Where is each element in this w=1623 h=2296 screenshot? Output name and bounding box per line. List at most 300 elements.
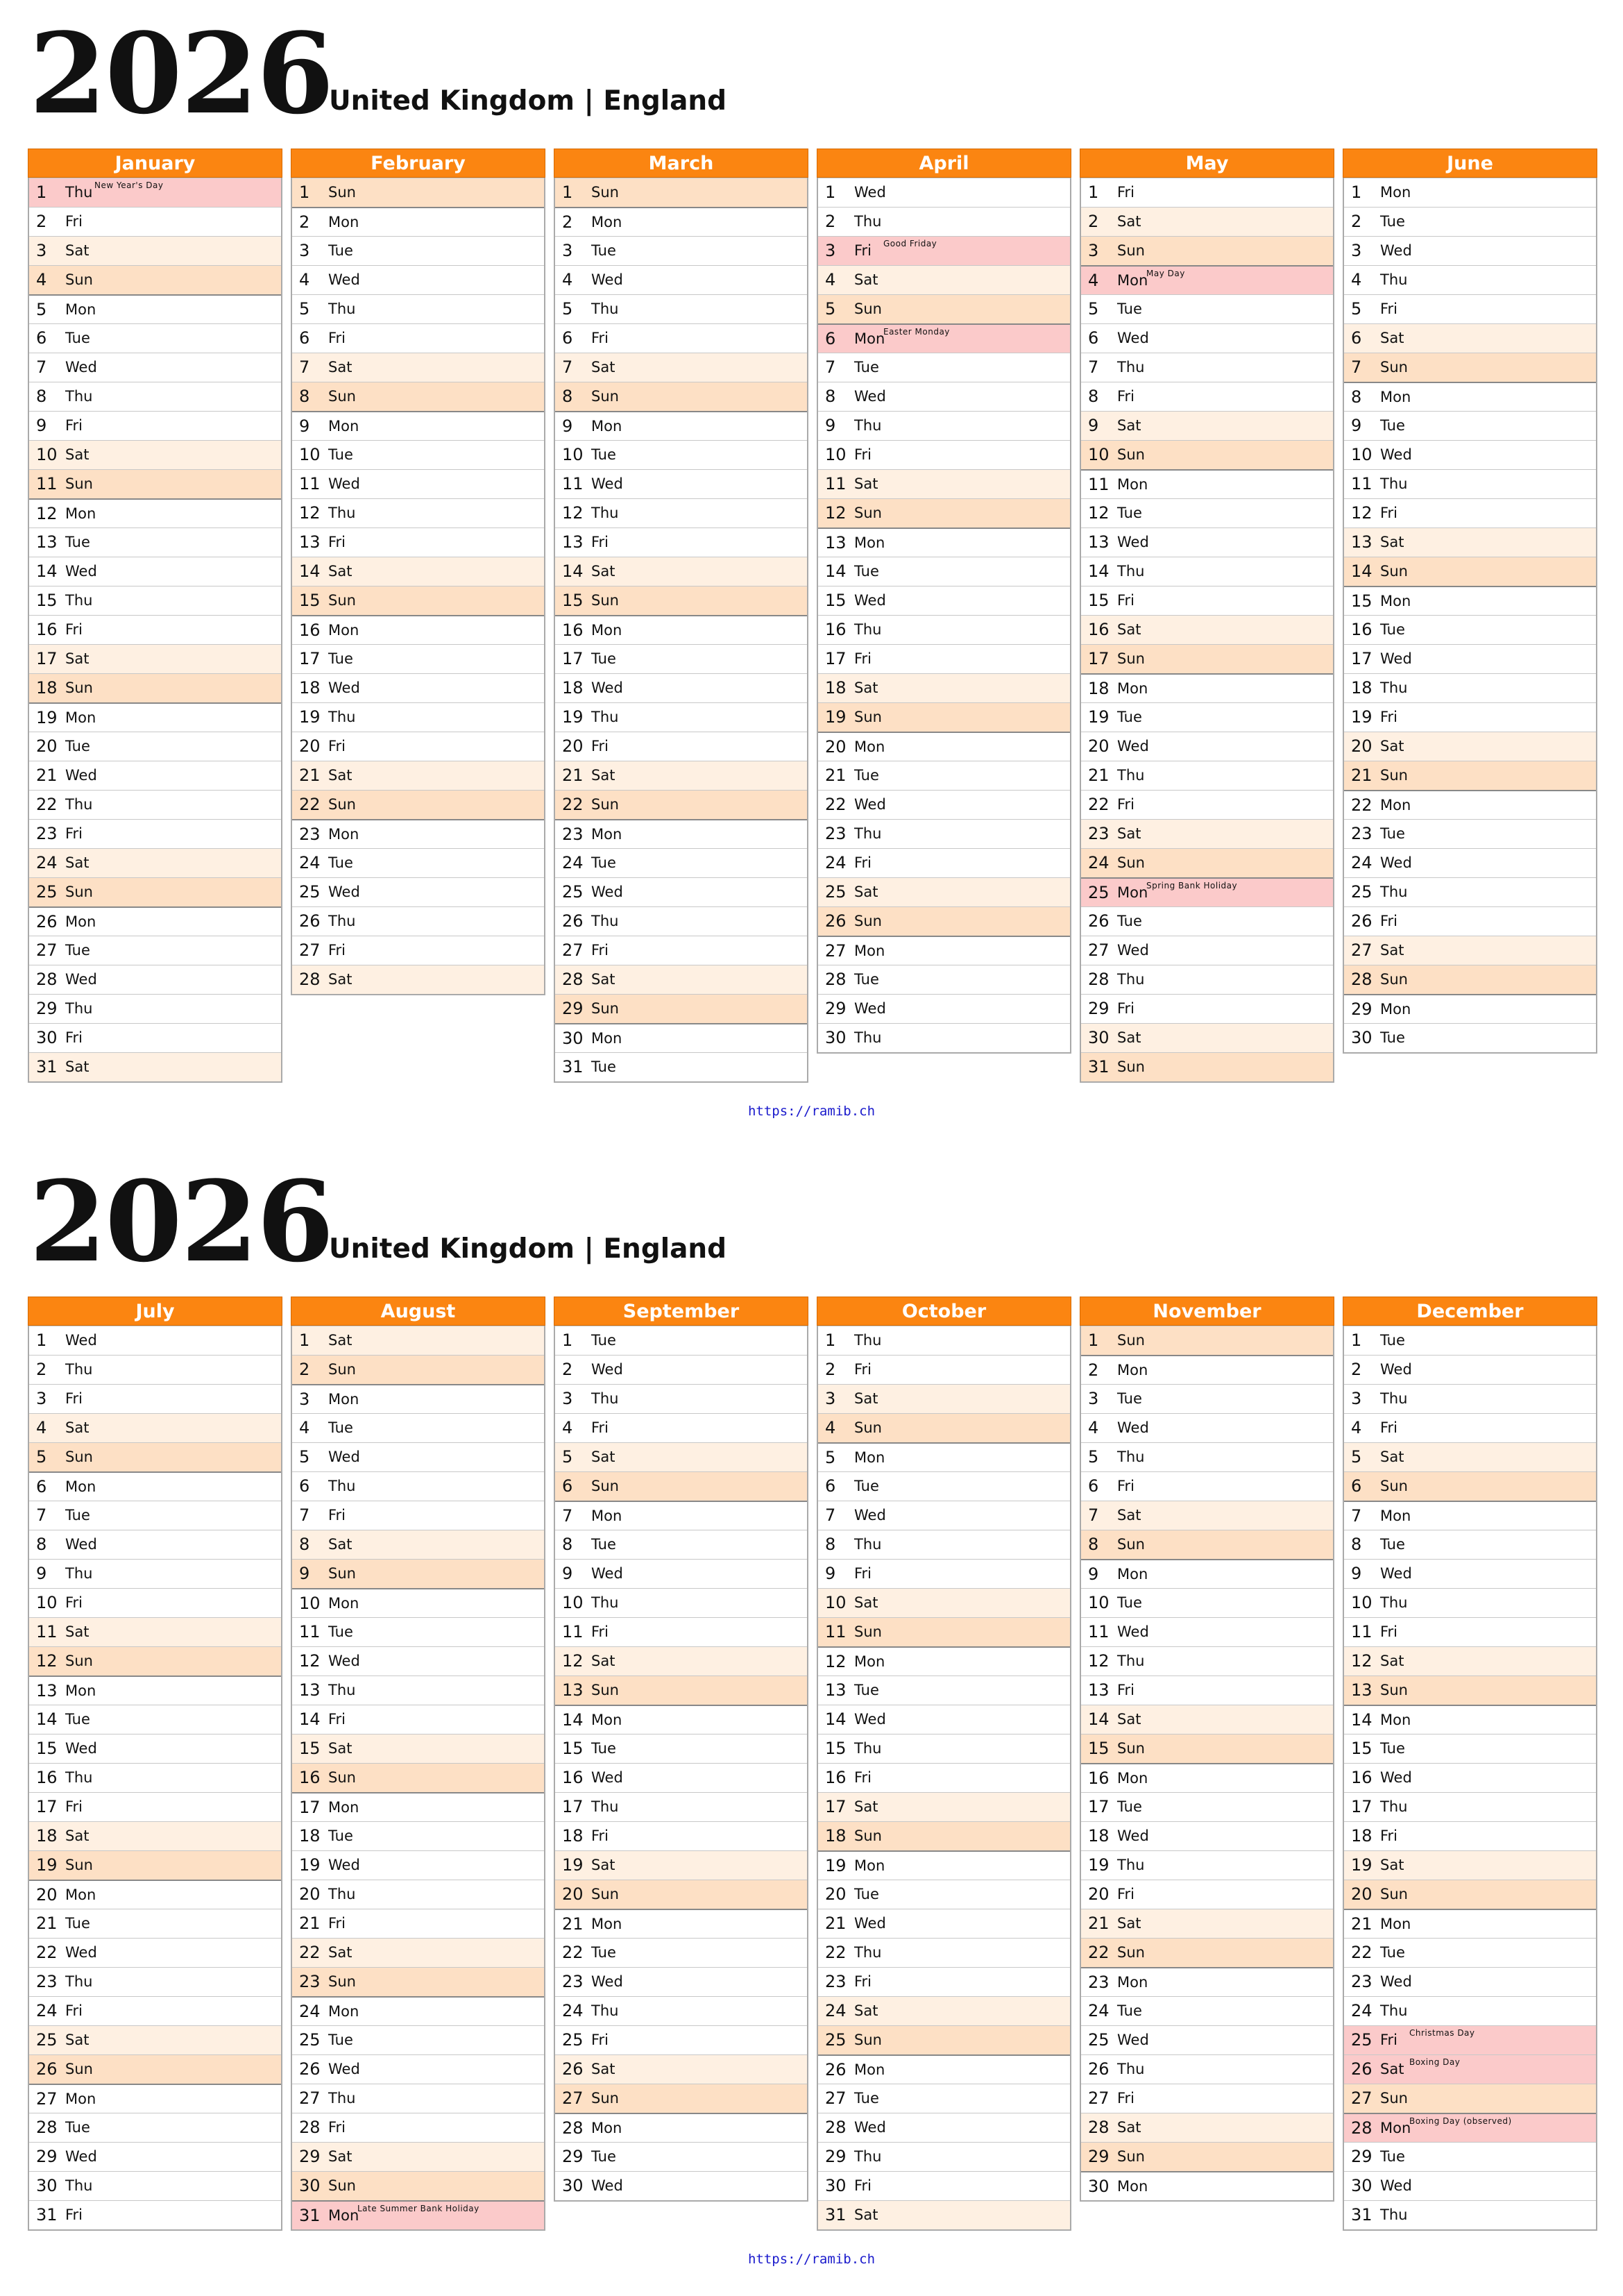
day-row[interactable] (292, 1326, 544, 1355)
day-row[interactable] (292, 440, 544, 469)
day-row[interactable] (555, 906, 807, 936)
day-row[interactable] (1081, 965, 1333, 994)
day-row[interactable] (1081, 1996, 1333, 2025)
day-row[interactable] (1344, 1530, 1596, 1559)
day-row[interactable] (292, 178, 544, 207)
day-row[interactable] (29, 965, 281, 994)
day-row[interactable] (292, 2054, 544, 2084)
day-row[interactable] (555, 207, 807, 236)
day-row[interactable] (818, 1588, 1070, 1617)
day-row[interactable] (555, 178, 807, 207)
day-row[interactable] (1344, 1646, 1596, 1675)
day-row[interactable] (29, 586, 281, 615)
day-row[interactable] (1081, 615, 1333, 644)
day-row[interactable] (555, 382, 807, 411)
day-row[interactable] (1344, 498, 1596, 527)
day-row[interactable] (29, 2084, 281, 2113)
day-row[interactable] (1081, 1763, 1333, 1792)
day-row[interactable] (818, 1646, 1070, 1675)
day-row[interactable] (1344, 1471, 1596, 1501)
day-row[interactable] (292, 382, 544, 411)
day-row[interactable] (555, 2113, 807, 2142)
day-row[interactable] (29, 178, 281, 207)
day-row[interactable] (1344, 965, 1596, 994)
day-row[interactable] (1081, 411, 1333, 440)
day-row[interactable] (1344, 906, 1596, 936)
day-row[interactable] (1081, 1413, 1333, 1442)
day-row[interactable] (292, 207, 544, 236)
day-row[interactable] (1344, 1023, 1596, 1052)
day-row[interactable] (555, 1052, 807, 1081)
day-row[interactable] (1081, 1023, 1333, 1052)
day-row[interactable] (818, 1442, 1070, 1471)
day-row[interactable] (29, 1559, 281, 1588)
day-row[interactable] (29, 819, 281, 848)
day-row[interactable] (292, 1501, 544, 1530)
day-row[interactable] (29, 2025, 281, 2054)
day-row[interactable] (1081, 440, 1333, 469)
day-row[interactable] (818, 1734, 1070, 1763)
day-row[interactable] (555, 1617, 807, 1646)
day-row[interactable] (1344, 2025, 1596, 2054)
day-row[interactable] (292, 615, 544, 644)
day-row[interactable] (1081, 1850, 1333, 1880)
day-row[interactable] (292, 1617, 544, 1646)
day-row[interactable] (1081, 790, 1333, 819)
day-row[interactable] (555, 761, 807, 790)
day-row[interactable] (1081, 1326, 1333, 1355)
day-row[interactable] (1081, 2142, 1333, 2171)
day-row[interactable] (1344, 294, 1596, 323)
day-row[interactable] (292, 1559, 544, 1588)
day-row[interactable] (292, 1909, 544, 1938)
day-row[interactable] (1344, 2171, 1596, 2200)
day-row[interactable] (292, 1646, 544, 1675)
day-row[interactable] (818, 1559, 1070, 1588)
day-row[interactable] (818, 207, 1070, 236)
day-row[interactable] (555, 1501, 807, 1530)
day-row[interactable] (292, 1471, 544, 1501)
day-row[interactable] (1344, 936, 1596, 965)
day-row[interactable] (555, 1384, 807, 1413)
day-row[interactable] (818, 178, 1070, 207)
day-row[interactable] (292, 1734, 544, 1763)
day-row[interactable] (1344, 353, 1596, 382)
day-row[interactable] (1081, 236, 1333, 265)
day-row[interactable] (1081, 1646, 1333, 1675)
day-row[interactable] (292, 586, 544, 615)
day-row[interactable] (1081, 353, 1333, 382)
day-row[interactable] (29, 877, 281, 906)
day-row[interactable] (555, 644, 807, 673)
day-row[interactable] (1344, 1792, 1596, 1821)
day-row[interactable] (818, 498, 1070, 527)
day-row[interactable] (292, 411, 544, 440)
day-row[interactable] (29, 761, 281, 790)
day-row[interactable] (1081, 906, 1333, 936)
day-row[interactable] (555, 1326, 807, 1355)
day-row[interactable] (292, 1530, 544, 1559)
day-row[interactable] (29, 1384, 281, 1413)
day-row[interactable] (555, 615, 807, 644)
day-row[interactable] (1081, 702, 1333, 732)
day-row[interactable] (1081, 877, 1333, 906)
day-row[interactable] (29, 1471, 281, 1501)
day-row[interactable] (1344, 994, 1596, 1023)
day-row[interactable] (818, 936, 1070, 965)
day-row[interactable] (29, 1675, 281, 1705)
day-row[interactable] (29, 644, 281, 673)
day-row[interactable] (555, 323, 807, 353)
day-row[interactable] (29, 1705, 281, 1734)
day-row[interactable] (292, 644, 544, 673)
day-row[interactable] (555, 848, 807, 877)
day-row[interactable] (292, 906, 544, 936)
day-row[interactable] (292, 848, 544, 877)
day-row[interactable] (1081, 1734, 1333, 1763)
day-row[interactable] (292, 702, 544, 732)
day-row[interactable] (1081, 265, 1333, 294)
day-row[interactable] (292, 236, 544, 265)
day-row[interactable] (1081, 1384, 1333, 1413)
day-row[interactable] (818, 965, 1070, 994)
day-row[interactable] (1081, 1967, 1333, 1996)
day-row[interactable] (555, 527, 807, 557)
day-row[interactable] (29, 1967, 281, 1996)
day-row[interactable] (555, 1442, 807, 1471)
day-row[interactable] (818, 411, 1070, 440)
day-row[interactable] (818, 2025, 1070, 2054)
day-row[interactable] (555, 1967, 807, 1996)
day-row[interactable] (555, 1675, 807, 1705)
day-row[interactable] (555, 469, 807, 498)
day-row[interactable] (292, 498, 544, 527)
day-row[interactable] (1344, 1501, 1596, 1530)
day-row[interactable] (1344, 1909, 1596, 1938)
day-row[interactable] (818, 1967, 1070, 1996)
day-row[interactable] (29, 1792, 281, 1821)
day-row[interactable] (1081, 1938, 1333, 1967)
day-row[interactable] (818, 586, 1070, 615)
day-row[interactable] (1344, 1705, 1596, 1734)
day-row[interactable] (818, 615, 1070, 644)
day-row[interactable] (818, 1996, 1070, 2025)
day-row[interactable] (555, 732, 807, 761)
day-row[interactable] (1344, 207, 1596, 236)
day-row[interactable] (818, 1617, 1070, 1646)
day-row[interactable] (292, 527, 544, 557)
day-row[interactable] (1344, 819, 1596, 848)
day-row[interactable] (1081, 761, 1333, 790)
day-row[interactable] (29, 2200, 281, 2229)
day-row[interactable] (29, 994, 281, 1023)
day-row[interactable] (1081, 732, 1333, 761)
footer-link[interactable]: https://ramib.ch (747, 1104, 876, 1119)
day-row[interactable] (555, 1559, 807, 1588)
day-row[interactable] (29, 411, 281, 440)
day-row[interactable] (292, 2171, 544, 2200)
day-row[interactable] (1081, 1909, 1333, 1938)
day-row[interactable] (1344, 1675, 1596, 1705)
day-row[interactable] (29, 1501, 281, 1530)
day-row[interactable] (818, 2054, 1070, 2084)
day-row[interactable] (555, 2171, 807, 2200)
day-row[interactable] (818, 294, 1070, 323)
day-row[interactable] (555, 265, 807, 294)
day-row[interactable] (1081, 1559, 1333, 1588)
day-row[interactable] (1344, 586, 1596, 615)
day-row[interactable] (1081, 469, 1333, 498)
day-row[interactable] (292, 1938, 544, 1967)
day-row[interactable] (1344, 1442, 1596, 1471)
day-row[interactable] (292, 294, 544, 323)
day-row[interactable] (292, 2200, 544, 2229)
day-row[interactable] (29, 1763, 281, 1792)
day-row[interactable] (29, 936, 281, 965)
footer-link[interactable]: https://ramib.ch (747, 2252, 876, 2267)
day-row[interactable] (1081, 2084, 1333, 2113)
day-row[interactable] (29, 615, 281, 644)
day-row[interactable] (1081, 1355, 1333, 1384)
day-row[interactable] (1344, 1850, 1596, 1880)
day-row[interactable] (1344, 2200, 1596, 2229)
day-row[interactable] (29, 2142, 281, 2171)
day-row[interactable] (818, 1880, 1070, 1909)
day-row[interactable] (1344, 527, 1596, 557)
day-row[interactable] (292, 819, 544, 848)
day-row[interactable] (555, 994, 807, 1023)
day-row[interactable] (555, 236, 807, 265)
day-row[interactable] (818, 1501, 1070, 1530)
day-row[interactable] (555, 1792, 807, 1821)
day-row[interactable] (1081, 819, 1333, 848)
day-row[interactable] (1344, 877, 1596, 906)
day-row[interactable] (29, 790, 281, 819)
day-row[interactable] (1344, 615, 1596, 644)
day-row[interactable] (292, 1967, 544, 1996)
day-row[interactable] (1081, 848, 1333, 877)
day-row[interactable] (818, 819, 1070, 848)
day-row[interactable] (1344, 1413, 1596, 1442)
day-row[interactable] (555, 440, 807, 469)
day-row[interactable] (818, 732, 1070, 761)
day-row[interactable] (29, 498, 281, 527)
day-row[interactable] (292, 2025, 544, 2054)
day-row[interactable] (555, 1588, 807, 1617)
day-row[interactable] (818, 2171, 1070, 2200)
day-row[interactable] (1081, 994, 1333, 1023)
day-row[interactable] (29, 1530, 281, 1559)
day-row[interactable] (818, 1355, 1070, 1384)
day-row[interactable] (555, 702, 807, 732)
day-row[interactable] (1081, 1705, 1333, 1734)
day-row[interactable] (292, 469, 544, 498)
day-row[interactable] (1081, 1880, 1333, 1909)
day-row[interactable] (818, 1413, 1070, 1442)
day-row[interactable] (29, 1996, 281, 2025)
day-row[interactable] (29, 1023, 281, 1052)
day-row[interactable] (29, 1909, 281, 1938)
day-row[interactable] (555, 1996, 807, 2025)
day-row[interactable] (292, 2113, 544, 2142)
day-row[interactable] (818, 2142, 1070, 2171)
day-row[interactable] (555, 1909, 807, 1938)
day-row[interactable] (292, 1442, 544, 1471)
day-row[interactable] (818, 527, 1070, 557)
day-row[interactable] (818, 323, 1070, 353)
day-row[interactable] (292, 1675, 544, 1705)
day-row[interactable] (29, 294, 281, 323)
day-row[interactable] (555, 877, 807, 906)
day-row[interactable] (818, 265, 1070, 294)
day-row[interactable] (555, 1880, 807, 1909)
day-row[interactable] (1081, 557, 1333, 586)
day-row[interactable] (818, 673, 1070, 702)
day-row[interactable] (1344, 2084, 1596, 2113)
day-row[interactable] (29, 1850, 281, 1880)
day-row[interactable] (818, 1909, 1070, 1938)
day-row[interactable] (555, 294, 807, 323)
day-row[interactable] (292, 1355, 544, 1384)
day-row[interactable] (555, 1763, 807, 1792)
day-row[interactable] (555, 1471, 807, 1501)
day-row[interactable] (292, 323, 544, 353)
day-row[interactable] (1081, 644, 1333, 673)
day-row[interactable] (29, 1052, 281, 1081)
day-row[interactable] (818, 2084, 1070, 2113)
day-row[interactable] (818, 1675, 1070, 1705)
day-row[interactable] (29, 673, 281, 702)
day-row[interactable] (29, 1646, 281, 1675)
day-row[interactable] (1081, 1792, 1333, 1821)
day-row[interactable] (818, 440, 1070, 469)
day-row[interactable] (1344, 382, 1596, 411)
day-row[interactable] (29, 1355, 281, 1384)
day-row[interactable] (1081, 2113, 1333, 2142)
day-row[interactable] (818, 1763, 1070, 1792)
day-row[interactable] (555, 586, 807, 615)
day-row[interactable] (29, 323, 281, 353)
day-row[interactable] (1081, 294, 1333, 323)
day-row[interactable] (818, 236, 1070, 265)
day-row[interactable] (818, 1705, 1070, 1734)
day-row[interactable] (555, 673, 807, 702)
day-row[interactable] (1081, 2025, 1333, 2054)
day-row[interactable] (818, 353, 1070, 382)
day-row[interactable] (1344, 673, 1596, 702)
day-row[interactable] (1344, 1967, 1596, 1996)
day-row[interactable] (29, 557, 281, 586)
day-row[interactable] (818, 1938, 1070, 1967)
day-row[interactable] (29, 1588, 281, 1617)
day-row[interactable] (1081, 2054, 1333, 2084)
day-row[interactable] (555, 1530, 807, 1559)
day-row[interactable] (818, 1384, 1070, 1413)
day-row[interactable] (818, 557, 1070, 586)
day-row[interactable] (29, 207, 281, 236)
day-row[interactable] (555, 790, 807, 819)
day-row[interactable] (1081, 586, 1333, 615)
day-row[interactable] (292, 1821, 544, 1850)
day-row[interactable] (292, 1996, 544, 2025)
day-row[interactable] (818, 702, 1070, 732)
day-row[interactable] (1081, 673, 1333, 702)
day-row[interactable] (555, 1646, 807, 1675)
day-row[interactable] (1081, 1530, 1333, 1559)
day-row[interactable] (292, 265, 544, 294)
day-row[interactable] (1081, 1052, 1333, 1081)
day-row[interactable] (292, 877, 544, 906)
day-row[interactable] (1344, 761, 1596, 790)
day-row[interactable] (1344, 1763, 1596, 1792)
day-row[interactable] (555, 2054, 807, 2084)
day-row[interactable] (818, 2113, 1070, 2142)
day-row[interactable] (818, 1792, 1070, 1821)
day-row[interactable] (1344, 644, 1596, 673)
day-row[interactable] (29, 906, 281, 936)
day-row[interactable] (29, 1442, 281, 1471)
day-row[interactable] (29, 1938, 281, 1967)
day-row[interactable] (1344, 178, 1596, 207)
day-row[interactable] (292, 1763, 544, 1792)
day-row[interactable] (1344, 702, 1596, 732)
day-row[interactable] (1344, 1617, 1596, 1646)
day-row[interactable] (1344, 1559, 1596, 1588)
day-row[interactable] (555, 1821, 807, 1850)
day-row[interactable] (1344, 1880, 1596, 1909)
day-row[interactable] (555, 557, 807, 586)
day-row[interactable] (1081, 527, 1333, 557)
day-row[interactable] (818, 1530, 1070, 1559)
day-row[interactable] (292, 1384, 544, 1413)
day-row[interactable] (818, 906, 1070, 936)
day-row[interactable] (292, 673, 544, 702)
day-row[interactable] (818, 1326, 1070, 1355)
day-row[interactable] (1081, 323, 1333, 353)
day-row[interactable] (29, 732, 281, 761)
day-row[interactable] (555, 936, 807, 965)
day-row[interactable] (1344, 1588, 1596, 1617)
day-row[interactable] (555, 2084, 807, 2113)
day-row[interactable] (292, 936, 544, 965)
day-row[interactable] (29, 265, 281, 294)
day-row[interactable] (818, 994, 1070, 1023)
day-row[interactable] (1081, 1675, 1333, 1705)
day-row[interactable] (1081, 1588, 1333, 1617)
day-row[interactable] (818, 877, 1070, 906)
day-row[interactable] (1081, 207, 1333, 236)
day-row[interactable] (818, 644, 1070, 673)
day-row[interactable] (1081, 1821, 1333, 1850)
day-row[interactable] (1081, 1471, 1333, 1501)
day-row[interactable] (29, 1326, 281, 1355)
day-row[interactable] (1344, 848, 1596, 877)
day-row[interactable] (292, 1792, 544, 1821)
day-row[interactable] (29, 2113, 281, 2142)
day-row[interactable] (29, 848, 281, 877)
day-row[interactable] (1344, 1384, 1596, 1413)
day-row[interactable] (292, 2142, 544, 2171)
day-row[interactable] (555, 1355, 807, 1384)
day-row[interactable] (555, 411, 807, 440)
day-row[interactable] (292, 1588, 544, 1617)
day-row[interactable] (29, 527, 281, 557)
day-row[interactable] (1081, 1501, 1333, 1530)
day-row[interactable] (292, 1413, 544, 1442)
day-row[interactable] (292, 1705, 544, 1734)
day-row[interactable] (818, 1850, 1070, 1880)
day-row[interactable] (1344, 265, 1596, 294)
